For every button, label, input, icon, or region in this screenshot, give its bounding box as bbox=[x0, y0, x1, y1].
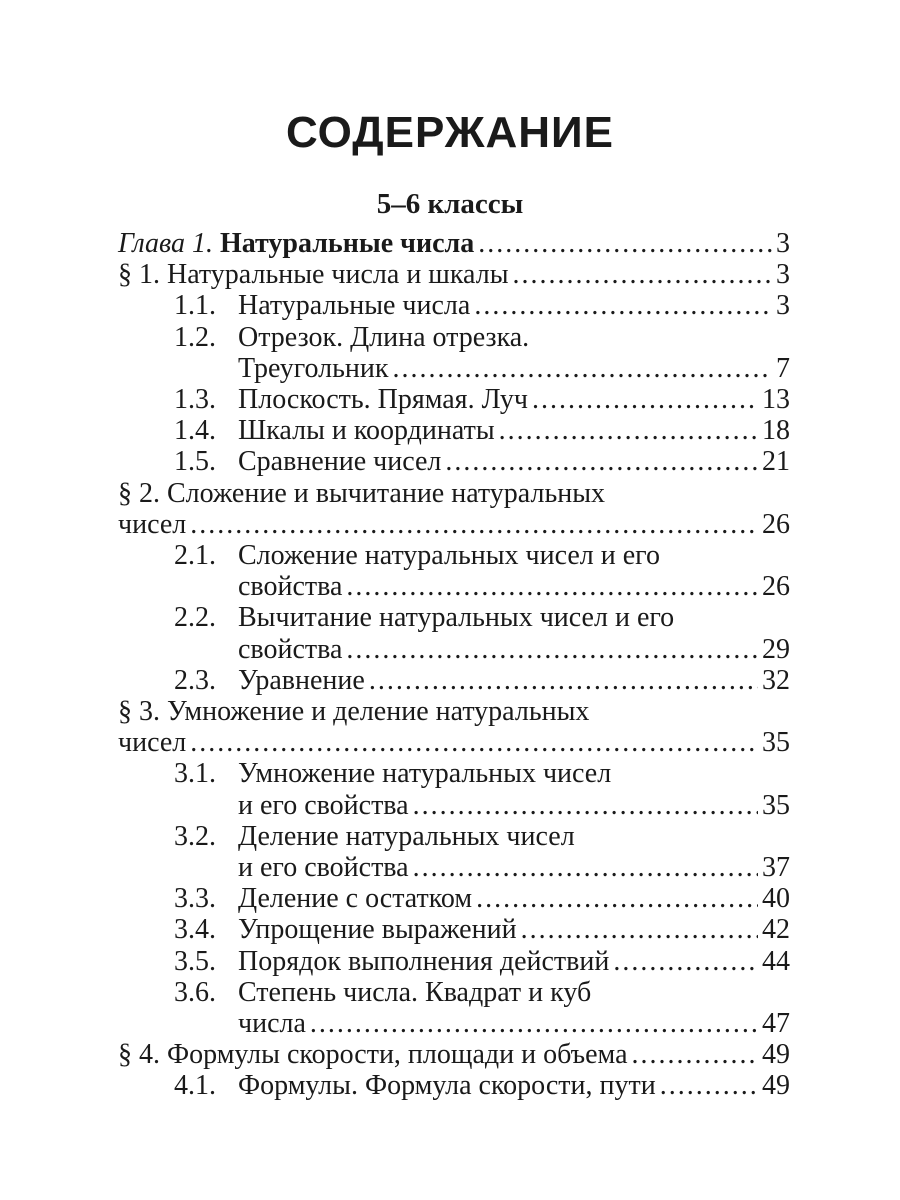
dot-leader bbox=[445, 446, 758, 477]
toc-entry-number: 2.1. bbox=[174, 540, 216, 572]
toc-entry-text bbox=[238, 883, 790, 914]
toc-entry-line: Уравнение bbox=[238, 664, 365, 696]
chapter-title: Натуральные числа bbox=[219, 228, 475, 259]
toc-page-number: 37 bbox=[762, 852, 790, 884]
chapter-prefix: Глава 1. bbox=[118, 228, 213, 259]
toc-entry-text bbox=[238, 1070, 790, 1101]
page-subtitle: 5–6 классы bbox=[376, 188, 524, 220]
toc-entry-text bbox=[118, 478, 790, 540]
toc-entry-line: Формулы. Формула скорости, пути bbox=[238, 1070, 656, 1102]
toc-subsection[interactable] bbox=[0, 914, 790, 945]
toc-entry-line: § 2. Сложение и вычитание натуральных bbox=[118, 477, 606, 509]
toc-entry-line: свойства bbox=[238, 571, 343, 603]
toc-page-number: 13 bbox=[762, 384, 790, 416]
dot-leader bbox=[474, 290, 772, 321]
toc-entry-text bbox=[238, 322, 790, 384]
toc-section[interactable] bbox=[118, 696, 790, 758]
toc-entry-text bbox=[238, 946, 790, 977]
dot-leader bbox=[190, 509, 758, 540]
dot-leader bbox=[632, 1039, 759, 1070]
toc-entry-text bbox=[238, 977, 790, 1039]
toc-entry-line: Сложение натуральных чисел и его bbox=[238, 540, 660, 572]
toc-entry-line: § 3. Умножение и деление натуральных bbox=[118, 696, 590, 728]
toc-page-number: 3 bbox=[776, 290, 790, 322]
toc-subsection[interactable] bbox=[0, 1070, 790, 1101]
toc-subsection[interactable] bbox=[0, 946, 790, 977]
toc-subsection[interactable] bbox=[0, 665, 790, 696]
toc-section[interactable] bbox=[118, 478, 790, 540]
dot-leader bbox=[613, 946, 758, 977]
toc-entry-line: Деление с остатком bbox=[238, 883, 473, 915]
toc-chapter-title bbox=[118, 228, 474, 259]
toc-page-number: 7 bbox=[776, 352, 790, 384]
toc-entry-number: 3.6. bbox=[174, 976, 216, 1008]
toc-page-number: 35 bbox=[762, 727, 790, 759]
toc-subsection[interactable] bbox=[0, 322, 790, 384]
dot-leader bbox=[190, 727, 758, 758]
toc-entry-text bbox=[238, 384, 790, 415]
toc-entry-line: чисел bbox=[118, 727, 187, 759]
toc-subsection[interactable] bbox=[0, 883, 790, 914]
toc-subsection[interactable] bbox=[0, 384, 790, 415]
toc-page-number: 21 bbox=[762, 446, 790, 478]
toc-entry-line: Упрощение выражений bbox=[238, 914, 517, 946]
toc-entry-line: числа bbox=[238, 1008, 306, 1040]
toc-entry-text bbox=[118, 1039, 790, 1070]
dot-leader bbox=[660, 1070, 758, 1101]
dot-leader bbox=[413, 852, 758, 883]
toc-subsection[interactable] bbox=[0, 540, 790, 602]
dot-leader bbox=[310, 1008, 758, 1039]
toc-entry-number: 2.2. bbox=[174, 602, 216, 634]
dot-leader bbox=[476, 883, 758, 914]
toc-entry-number: 1.4. bbox=[174, 415, 216, 447]
toc-entries bbox=[0, 259, 900, 1101]
toc-subsection[interactable] bbox=[0, 290, 790, 321]
table-of-contents bbox=[0, 228, 900, 1102]
toc-page-number: 26 bbox=[762, 571, 790, 603]
toc-entry-line: свойства bbox=[238, 633, 343, 665]
toc-entry-line: § 1. Натуральные числа и шкалы bbox=[118, 259, 509, 291]
toc-subsection[interactable] bbox=[0, 446, 790, 477]
toc-entry-text bbox=[238, 540, 790, 602]
dot-leader bbox=[393, 353, 773, 384]
toc-page-number: 42 bbox=[762, 914, 790, 946]
dot-leader bbox=[413, 790, 758, 821]
toc-entry-text bbox=[238, 665, 790, 696]
dot-leader bbox=[521, 914, 758, 945]
toc-entry-line: чисел bbox=[118, 508, 187, 540]
toc-page-number: 32 bbox=[762, 664, 790, 696]
toc-entry-number: 1.5. bbox=[174, 446, 216, 478]
dot-leader bbox=[346, 571, 758, 602]
toc-subsection[interactable] bbox=[0, 977, 790, 1039]
toc-chapter[interactable] bbox=[118, 228, 790, 259]
toc-entry-line: § 4. Формулы скорости, площади и объема bbox=[118, 1039, 628, 1071]
toc-entry-line: Степень числа. Квадрат и куб bbox=[238, 976, 592, 1008]
toc-entry-text bbox=[238, 758, 790, 820]
toc-entry-text bbox=[118, 696, 790, 758]
toc-entry-line: Умножение натуральных чисел bbox=[238, 758, 612, 790]
toc-entry-number: 1.2. bbox=[174, 321, 216, 353]
toc-page-number: 26 bbox=[762, 508, 790, 540]
toc-page-number: 44 bbox=[762, 945, 790, 977]
toc-page-number: 3 bbox=[776, 259, 790, 291]
toc-entry-line: Деление натуральных чисел bbox=[238, 820, 575, 852]
toc-entry-text bbox=[238, 415, 790, 446]
toc-page-number: 18 bbox=[762, 415, 790, 447]
dot-leader bbox=[346, 634, 758, 665]
dot-leader bbox=[513, 259, 772, 290]
toc-entry-number: 4.1. bbox=[174, 1070, 216, 1102]
toc-section[interactable] bbox=[118, 1039, 790, 1070]
toc-page-number: 35 bbox=[762, 789, 790, 821]
toc-entry-line: Шкалы и координаты bbox=[238, 415, 495, 447]
toc-subsection[interactable] bbox=[0, 415, 790, 446]
toc-entry-line: Натуральные числа bbox=[238, 290, 471, 322]
toc-entry-number: 3.3. bbox=[174, 883, 216, 915]
toc-entry-line: Порядок выполнения действий bbox=[238, 945, 610, 977]
toc-entry-text bbox=[238, 602, 790, 664]
toc-entry-text bbox=[238, 821, 790, 883]
toc-entry-text bbox=[238, 914, 790, 945]
toc-subsection[interactable] bbox=[0, 602, 790, 664]
toc-entry-text bbox=[238, 446, 790, 477]
toc-entry-number: 3.4. bbox=[174, 914, 216, 946]
toc-page-number: 29 bbox=[762, 633, 790, 665]
page-title: СОДЕРЖАНИЕ bbox=[285, 108, 615, 157]
toc-page-number: 49 bbox=[762, 1039, 790, 1071]
toc-page-number: 3 bbox=[776, 228, 790, 259]
toc-entry-number: 3.1. bbox=[174, 758, 216, 790]
toc-entry-text bbox=[238, 290, 790, 321]
toc-page-number: 49 bbox=[762, 1070, 790, 1102]
toc-entry-line: и его свойства bbox=[238, 852, 409, 884]
toc-page-number: 40 bbox=[762, 883, 790, 915]
toc-entry-number: 3.2. bbox=[174, 820, 216, 852]
toc-entry-line: Вычитание натуральных чисел и его bbox=[238, 602, 675, 634]
toc-subsection[interactable] bbox=[0, 821, 790, 883]
toc-page-number: 47 bbox=[762, 1008, 790, 1040]
toc-subsection[interactable] bbox=[0, 758, 790, 820]
dot-leader bbox=[532, 384, 758, 415]
toc-entry-number: 2.3. bbox=[174, 664, 216, 696]
toc-section[interactable] bbox=[118, 259, 790, 290]
toc-entry-number: 1.3. bbox=[174, 384, 216, 416]
dot-leader bbox=[499, 415, 758, 446]
toc-entry-text bbox=[118, 259, 790, 290]
toc-entry-line: и его свойства bbox=[238, 789, 409, 821]
toc-entry-line: Сравнение чисел bbox=[238, 446, 442, 478]
toc-entry-line: Треугольник bbox=[238, 352, 389, 384]
dot-leader bbox=[369, 665, 758, 696]
toc-entry-line: Отрезок. Длина отрезка. bbox=[238, 321, 530, 353]
toc-entry-number: 1.1. bbox=[174, 290, 216, 322]
toc-entry-number: 3.5. bbox=[174, 945, 216, 977]
toc-entry-line: Плоскость. Прямая. Луч bbox=[238, 384, 528, 416]
dot-leader bbox=[478, 228, 772, 259]
